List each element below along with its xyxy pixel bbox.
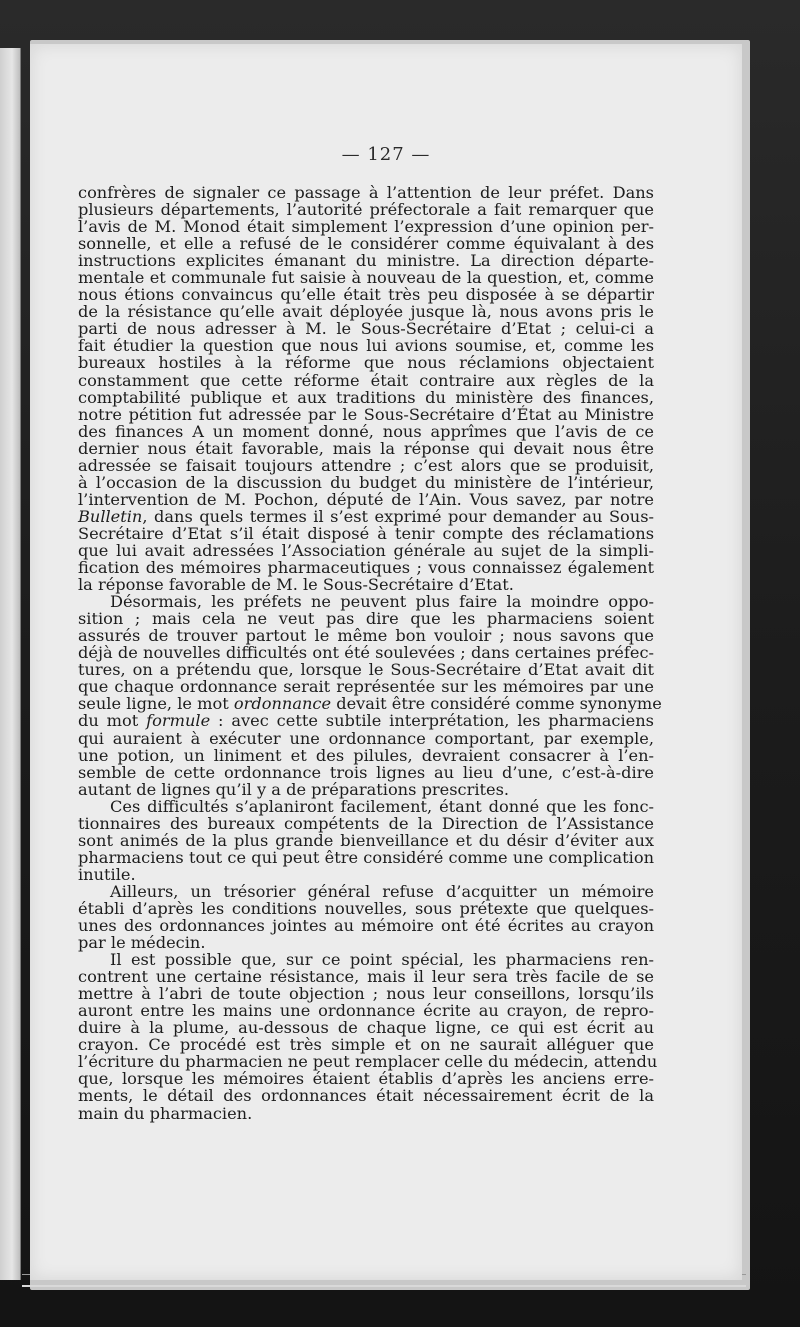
text-line: par le médecin. [78, 933, 206, 953]
paragraph [78, 798, 654, 883]
italic-word: Bulletin [78, 506, 143, 526]
text-line: des finances A un moment donné, nous apprîmes que l’avis de ce [78, 421, 654, 441]
italic-word: formule [146, 711, 211, 731]
text-line: de la résistance qu’elle avait déployée jusque là, nous avons pris le [78, 302, 654, 322]
text-line: que lui avait adressées l’Association générale au sujet de la simpli- [78, 540, 654, 560]
text-line: dernier nous était favorable, mais la réponse qui devait nous être [78, 438, 654, 458]
text-line: notre pétition fut adressée par le Sous-Secrétaire d’État au Ministre [78, 404, 654, 424]
text-line: qui auraient à exécuter une ordonnance comportant, par exemple, [78, 728, 654, 748]
text-line: nous étions convaincus qu’elle était très peu disposée à se départir [78, 285, 654, 305]
text-line: duire à la plume, au-dessous de chaque ligne, ce qui est écrit au [78, 1018, 654, 1038]
text-line: pharmaciens tout ce qui peut être considéré comme une complication [78, 847, 654, 867]
text-line: une potion, un liniment et des pilules, devraient consacrer à l’en- [78, 745, 654, 765]
text-line: mettre à l’abri de toute objection ; nous leur conseillons, lorsqu’ils [78, 984, 654, 1004]
text-line: l’intervention de M. Pochon, député de l’Ain. Vous savez, par notre [78, 489, 654, 509]
text-line: main du pharmacien. [78, 1103, 253, 1123]
text-line: seule ligne, le mot ordonnance devait être considéré comme synonyme [78, 694, 662, 714]
paragraph [78, 883, 654, 951]
text-line: Bulletin, dans quels termes il s’est exprimé pour demander au Sous- [78, 506, 654, 526]
page-body-text [78, 183, 662, 1123]
facing-page-edge [0, 48, 21, 1280]
text-line: parti de nous adresser à M. le Sous-Secrétaire d’Etat ; celui-ci a [78, 319, 654, 339]
text-line: auront entre les mains une ordonnance écrite au crayon, de repro- [78, 1001, 654, 1021]
text-line: crayon. Ce procédé est très simple et on ne saurait alléguer que [78, 1035, 654, 1055]
text-line: établi d’après les conditions nouvelles, sous prétexte que quelques- [78, 898, 654, 918]
text-line: assurés de trouver partout le même bon vouloir ; nous savons que [78, 626, 654, 646]
text-line: sition ; mais cela ne veut pas dire que les pharmaciens soient [78, 609, 654, 629]
text-line: Il est possible que, sur ce point spécial, les pharmaciens ren- [110, 950, 654, 970]
text-line: bureaux hostiles à la réforme que nous réclamions objectaient [78, 353, 654, 373]
text-line: autant de lignes qu’il y a de préparations prescrites. [78, 779, 510, 799]
italic-word: ordonnance [233, 694, 332, 714]
text-line: déjà de nouvelles difficultés ont été soulevées ; dans certaines préfec- [78, 643, 654, 663]
text-line: comptabilité publique et aux traditions du ministère des finances, [78, 387, 654, 407]
text-line: que, lorsque les mémoires étaient établis d’après les anciens erre- [78, 1069, 654, 1089]
text-line: plusieurs départements, l’autorité préfectorale a fait remarquer que [78, 200, 654, 220]
text-line: fait étudier la question que nous lui avions soumise, et, comme les [78, 336, 654, 356]
text-line: sont animés de la plus grande bienveillance et du désir d’éviter aux [78, 830, 654, 850]
text-line: fication des mémoires pharmaceutiques ; vous connaissez également [78, 558, 654, 578]
text-line: sonnelle, et elle a refusé de le considérer comme équivalant à des [78, 234, 654, 254]
text-line: l’avis de M. Monod était simplement l’expression d’une opinion per- [78, 217, 654, 237]
text-line: tures, on a prétendu que, lorsque le Sous-Secrétaire d’Etat avait dit [78, 660, 654, 680]
paragraph [78, 592, 662, 799]
text-line: Ces difficultés s’aplaniront facilement, étant donné que les fonc- [110, 796, 654, 816]
text-line: instructions explicites émanant du ministre. La direction départe- [78, 251, 654, 271]
text-line: adressée se faisait toujours attendre ; c’est alors que se produisit, [78, 455, 654, 475]
text-line: contrent une certaine résistance, mais il leur sera très facile de se [78, 967, 654, 987]
text-line: semble de cette ordonnance trois lignes au lieu d’une, c’est-à-dire [78, 762, 654, 782]
text-line: tionnaires des bureaux compétents de la Direction de l’Assistance [78, 813, 654, 833]
text-line: Secrétaire d’Etat s’il était disposé à tenir compte des réclamations [78, 523, 654, 543]
paragraph [78, 184, 654, 593]
page-number: — 127 — [341, 144, 431, 165]
text-line: Désormais, les préfets ne peuvent plus faire la moindre oppo- [110, 592, 654, 612]
text-line: la réponse favorable de M. le Sous-Secrétaire d’Etat. [78, 575, 514, 595]
text-line: constamment que cette réforme était contraire aux règles de la [78, 370, 654, 390]
text-line: inutile. [78, 864, 136, 884]
paragraph [78, 950, 658, 1123]
text-line: Ailleurs, un trésorier général refuse d’acquitter un mémoire [110, 881, 654, 901]
text-line: à l’occasion de la discussion du budget du ministère de l’intérieur, [78, 472, 654, 492]
text-line: ments, le détail des ordonnances était nécessairement écrit de la [78, 1086, 654, 1106]
text-line: du mot formule : avec cette subtile interprétation, les pharmaciens [78, 711, 654, 731]
text-line: confrères de signaler ce passage à l’attention de leur préfet. Dans [78, 183, 654, 202]
text-line: que chaque ordonnance serait représentée sur les mémoires par une [78, 677, 654, 697]
book-page [30, 44, 742, 1280]
text-line: mentale et communale fut saisie à nouveau de la question, et, comme [78, 268, 654, 288]
text-line: unes des ordonnances jointes au mémoire ont été écrites au crayon [78, 916, 654, 936]
text-line: l’écriture du pharmacien ne peut remplacer celle du médecin, attendu [78, 1052, 658, 1072]
